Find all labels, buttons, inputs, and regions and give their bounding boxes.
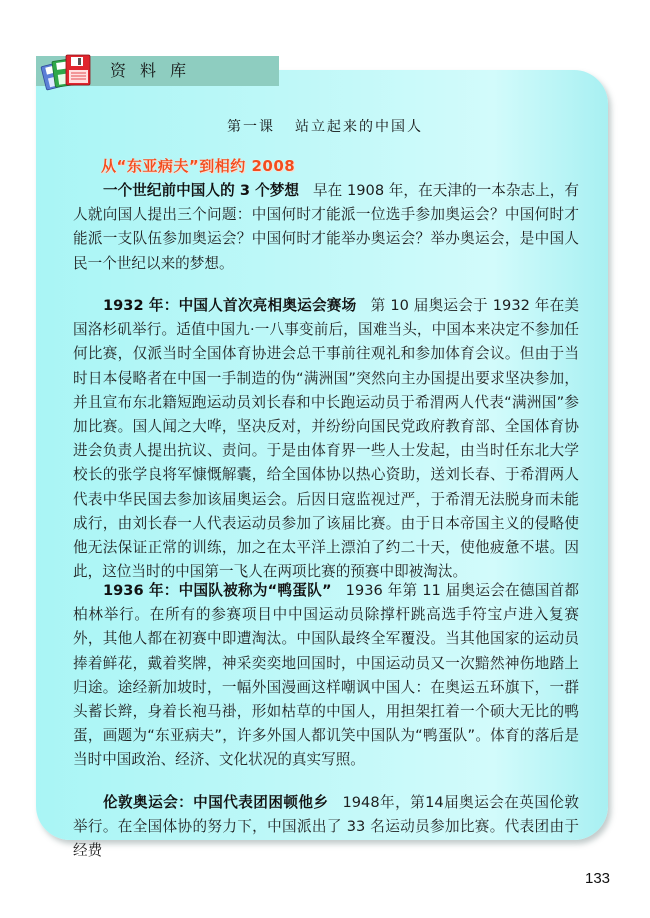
paragraph-lead: 一个世纪前中国人的 3 个梦想	[103, 182, 299, 199]
paragraph-1	[73, 179, 579, 276]
section-label: 资料库	[110, 61, 201, 80]
paragraph-2	[73, 294, 579, 584]
floppy-disks-icon	[40, 52, 96, 92]
paragraph-lead: 1936 年：中国队被称为“鸭蛋队”	[103, 582, 332, 599]
lesson-name: 站立起来的中国人	[295, 119, 423, 135]
paragraph-3	[73, 579, 579, 773]
page-number: 133	[585, 870, 611, 887]
lesson-number: 第一课	[227, 119, 275, 135]
section-heading: 从“东亚病夫”到相约 2008	[101, 157, 296, 175]
paragraph-body: 早在 1908 年，在天津的一本杂志上，有人就向国人提出三个问题：中国何时才能派一位选手参加奥运会？中国何时才能派一支队伍参加奥运会？中国何时才能举办奥运会？举办奥运会，是中国人民一个世纪以来的梦想。	[73, 182, 579, 272]
lesson-title	[0, 116, 650, 136]
paragraph-body: 1936 年第 11 届奥运会在德国首都柏林举行。在所有的参赛项目中中国运动员除撑杆跳高选手符宝卢进入复赛外，其他人都在初赛中即遭淘汰。中国队最终全军覆没。当其他国家的运动员捧着鲜花，戴着奖牌，神采奕奕地回国时，中国运动员又一次黯然神伤地踏上归途。途经新加坡时，一幅外国漫画这样嘲讽中国人：在奥运五环旗下，一群头蓄长辫，身着长袍马褂，形如枯草的中国人，用担架扛着一个硕大无比的鸭蛋，画题为“东亚病夫”，许多外国人都讥笑中国队为“鸭蛋队”。体育的落后是当时中国政治、经济、文化状况的真实写照。	[73, 582, 579, 769]
paragraph-4	[73, 791, 579, 864]
paragraph-lead: 伦敦奥运会：中国代表团困顿他乡	[103, 794, 329, 811]
paragraph-lead: 1932 年：中国人首次亮相奥运会赛场	[103, 297, 357, 314]
paragraph-body: 1948年，第14届奥运会在英国伦敦举行。在全国体协的努力下，中国派出了 33 名运动员参加比赛。代表团由于经费	[73, 794, 579, 860]
paragraph-body: 第 10 届奥运会于 1932 年在美国洛杉矶举行。适值中国九·一八事变前后，国难当头，中国本来决定不参加任何比赛，仅派当时全国体育协进会总干事前往观礼和参加体育会议。但由于当时日本侵略者在中国一手制造的伪“满洲国”突然向主办国提出要求坚决参加，并且宣布东北籍短跑运动员刘长春和中长跑运动员于希渭两人代表“满洲国”参加比赛。国人闻之大哗，坚决反对，并纷纷向国民党政府教育部、全国体育协进会负责人提出抗议、责问。于是由体育界一些人士发起，由当时任东北大学校长的张学良将军慷慨解囊，给全国体协以热心资助，送刘长春、于希渭两人代表中华民国去参加该届奥运会。后因日寇监视过严，于希渭无法脱身而未能成行，由刘长春一人代表运动员参加了该届比赛。由于日本帝国主义的侵略使他无法保证正常的训练，加之在太平洋上漂泊了约二十天，使他疲惫不堪。因此，这位当时的中国第一飞人在两项比赛的预赛中即被淘汰。	[73, 297, 579, 581]
